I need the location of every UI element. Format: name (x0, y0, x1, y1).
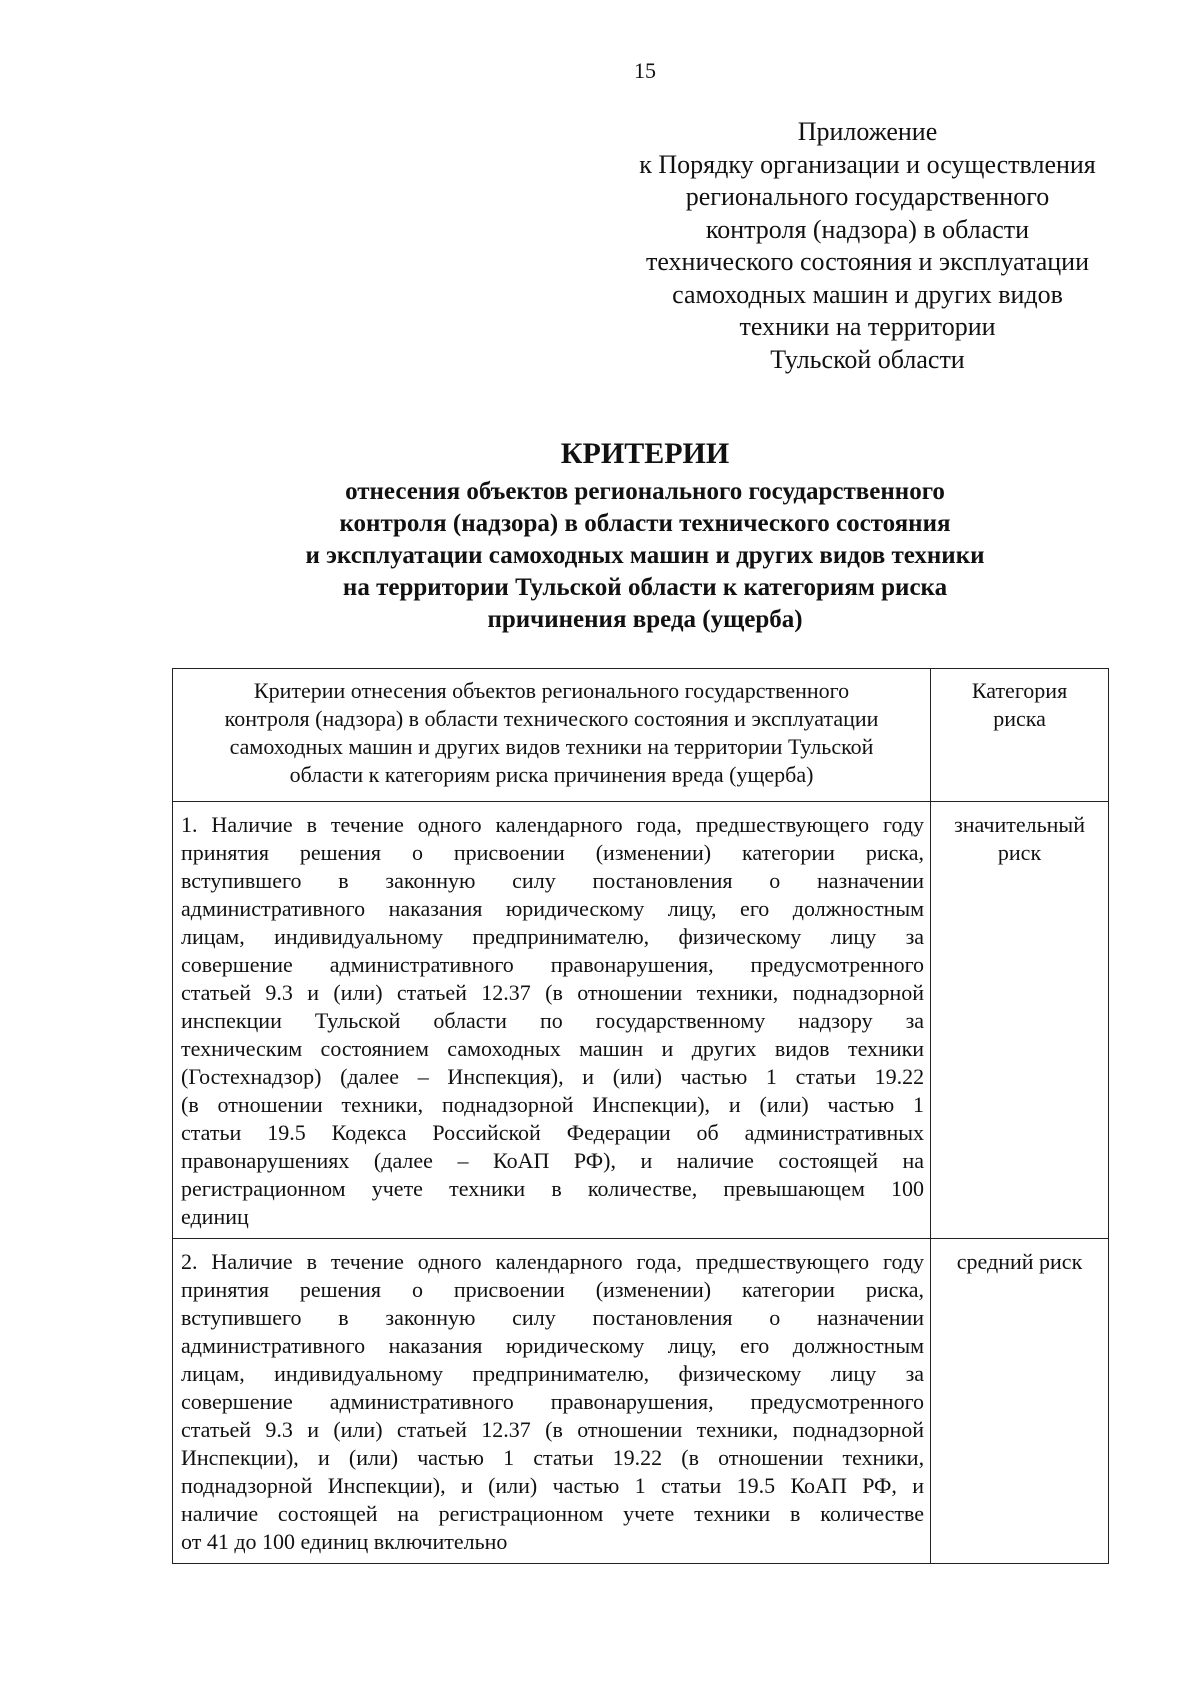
header-criteria-cell (173, 669, 931, 802)
criteria-line: административного наказания юридическому лицу, его должностным (181, 1333, 925, 1358)
risk-line: средний риск (956, 1249, 1083, 1274)
criteria-cell (173, 1239, 931, 1564)
appendix-line: технического состояния и эксплуатации (646, 247, 1089, 276)
appendix-line: к Порядку организации и осуществления (639, 149, 1096, 179)
appendix-line: самоходных машин и других видов (672, 279, 1063, 309)
risk-category-cell (931, 1239, 1109, 1564)
criteria-line: наличие состоящей на регистрационном учете техники в количестве (181, 1501, 925, 1526)
risk-line: значительный (954, 812, 1085, 837)
criteria-line: принятия решения о присвоении (изменении) категории риска, (181, 1277, 925, 1302)
criteria-line: 2. Наличие в течение одного календарного года, предшествующего году (181, 1249, 925, 1274)
header-line: области к категориям риска причинения вреда (ущерба) (289, 762, 814, 787)
criteria-line: лицам, индивидуальному предпринимателю, физическому лицу за (181, 1361, 925, 1386)
subtitle-line: отнесения объектов регионального государственного (345, 478, 945, 505)
subtitle-line: на территории Тульской области к категориям риска (342, 574, 948, 601)
subtitle-line: и эксплуатации самоходных машин и других видов техники (305, 542, 985, 569)
criteria-line: (Гостехнадзор) (далее – Инспекция), и (или) частью 1 статьи 19.22 (181, 1064, 925, 1089)
criteria-line: единиц (181, 1204, 249, 1229)
appendix-line: контроля (надзора) в области (705, 214, 1030, 244)
criteria-line: статьей 9.3 и (или) статьей 12.37 (в отношении техники, поднадзорной (181, 980, 925, 1005)
risk-line: риск (997, 840, 1042, 865)
criteria-line: статьи 19.5 Кодекса Российской Федерации об административных (181, 1120, 925, 1145)
criteria-line: совершение административного правонарушения, предусмотренного (181, 952, 925, 977)
header-line: риска (993, 706, 1046, 731)
criteria-line: принятия решения о присвоении (изменении) категории риска, (181, 840, 925, 865)
subtitle-line: контроля (надзора) в области технического состояния (339, 510, 951, 537)
subtitle-line: причинения вреда (ущерба) (487, 606, 803, 633)
criteria-line: вступившего в законную силу постановления о назначении (181, 1305, 925, 1330)
appendix-line: Тульской области (770, 344, 965, 374)
document-title-block (170, 436, 1120, 636)
header-line: Критерии отнесения объектов регионального государственного (253, 678, 850, 703)
appendix-line: Приложение (797, 117, 938, 146)
criteria-line: 1. Наличие в течение одного календарного года, предшествующего году (181, 812, 925, 837)
criteria-line: административного наказания юридическому лицу, его должностным (181, 896, 925, 921)
criteria-line: Инспекции), и (или) частью 1 статьи 19.22 (в отношении техники, (181, 1445, 925, 1470)
criteria-line: от 41 до 100 единиц включительно (181, 1529, 508, 1554)
criteria-line: правонарушениях (далее – КоАП РФ), и наличие состоящей на (181, 1148, 925, 1173)
document-subtitle (170, 476, 1120, 636)
criteria-cell (173, 802, 931, 1239)
header-line: Категория (971, 678, 1068, 703)
table-row (173, 1239, 1109, 1564)
criteria-line: (в отношении техники, поднадзорной Инспекции), и (или) частью 1 (181, 1092, 925, 1117)
criteria-line: техническим состоянием самоходных машин и других видов техники (181, 1036, 925, 1061)
appendix-block (600, 116, 1135, 376)
risk-category-cell (931, 802, 1109, 1239)
criteria-line: инспекции Тульской области по государственному надзору за (181, 1008, 925, 1033)
criteria-line: вступившего в законную силу постановления о назначении (181, 868, 925, 893)
table-row (173, 802, 1109, 1239)
criteria-line: совершение административного правонарушения, предусмотренного (181, 1389, 925, 1414)
appendix-line: регионального государственного (685, 182, 1050, 211)
criteria-table (172, 668, 1109, 1564)
criteria-line: регистрационном учете техники в количестве, превышающем 100 (181, 1176, 925, 1201)
header-line: контроля (надзора) в области технического состояния и эксплуатации (224, 706, 879, 731)
page-number: 15 (634, 58, 656, 83)
criteria-line: статьей 9.3 и (или) статьей 12.37 (в отношении техники, поднадзорной (181, 1417, 925, 1442)
appendix-line: техники на территории (739, 312, 996, 341)
document-title: КРИТЕРИИ (560, 437, 730, 470)
table-header-row (173, 669, 1109, 802)
criteria-line: лицам, индивидуальному предпринимателю, физическому лицу за (181, 924, 925, 949)
header-risk-cell (931, 669, 1109, 802)
criteria-line: поднадзорной Инспекции), и (или) частью 1 статьи 19.5 КоАП РФ, и (181, 1473, 925, 1498)
header-line: самоходных машин и других видов техники на территории Тульской (229, 734, 874, 759)
